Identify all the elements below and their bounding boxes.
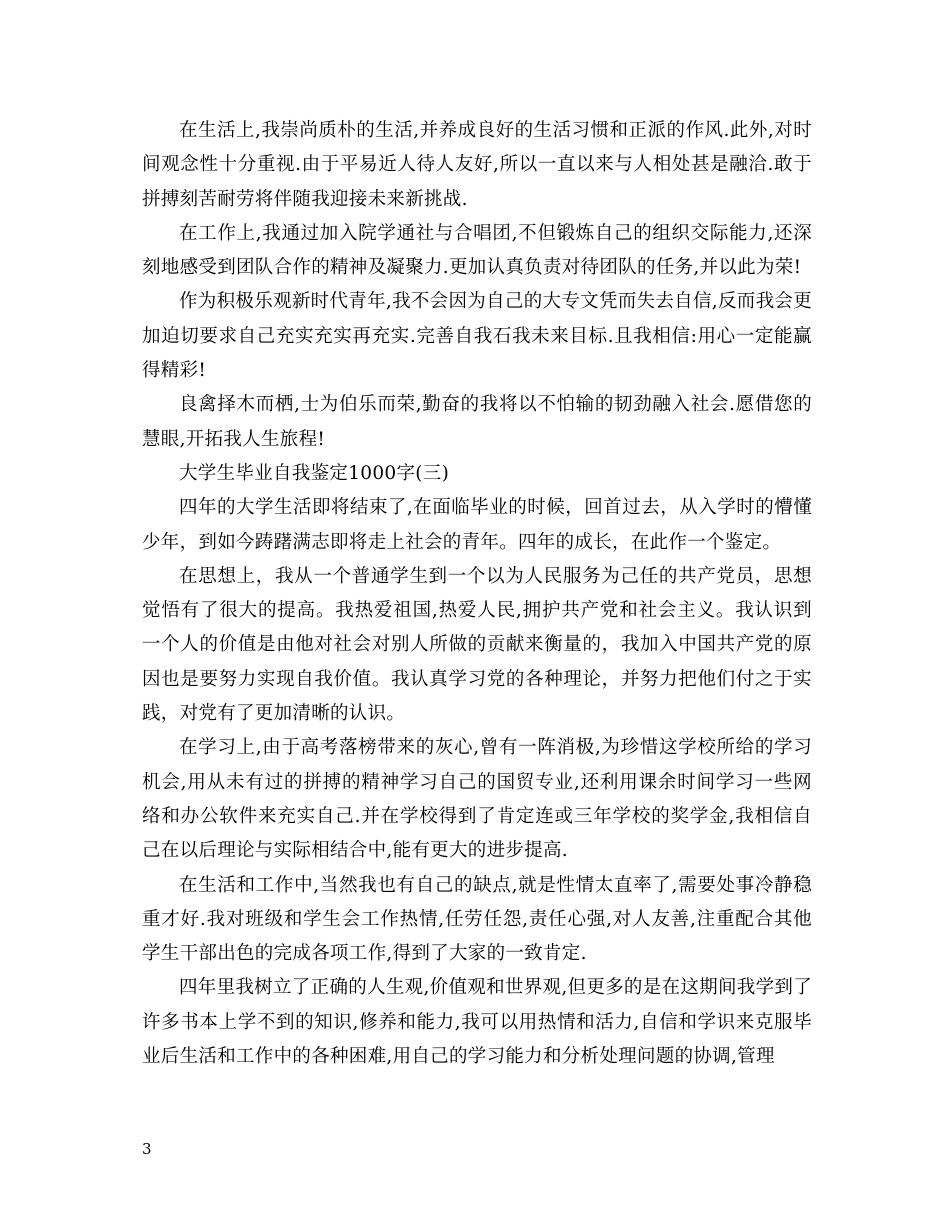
paragraph-life: 在生活上,我崇尚质朴的生活,并养成良好的生活习惯和正派的作风.此外,对时间观念性十分重视.由于平易近人待人友好,所以一直以来与人相处甚是融洽.敢于拼搏刻苦耐劳将伴随我迎接未来新挑战. <box>142 120 812 210</box>
paragraph-thought: 在思想上，我从一个普通学生到一个以为人民服务为己任的共产党员，思想觉悟有了很大的提高。我热爱祖国,热爱人民,拥护共产党和社会主义。我认识到一个人的价值是由他对社会对别人所做的贡献来衡量的，我加入中国共产党的原因也是要努力实现自我价值。我认真学习党的各种理论，并努力把他们付之于实践，对党有了更加清晰的认识。 <box>142 565 812 725</box>
document-body <box>142 114 812 1074</box>
paragraph-four-years: 四年里我树立了正确的人生观,价值观和世界观,但更多的是在这期间我学到了许多书本上学不到的知识,修养和能力,我可以用热情和活力,自信和学识来克服毕业后生活和工作中的各种困难,用自己的学习能力和分析处理问题的协调,管理 <box>142 977 812 1068</box>
paragraph-study: 在学习上,由于高考落榜带来的灰心,曾有一阵消极,为珍惜这学校所给的学习机会,用从未有过的拼搏的精神学习自己的国贸专业,还利用课余时间学习一些网络和办公软件来充实自己.并在学校得到了肯定连或三年学校的奖学金,我相信自己在以后理论与实际相结合中,能有更大的进步提高. <box>142 737 812 862</box>
section-heading: 大学生毕业自我鉴定1000字(三) <box>179 462 450 484</box>
paragraph-intro: 四年的大学生活即将结束了,在面临毕业的时候，回首过去，从入学时的懵懂少年，到如今踌躇满志即将走上社会的青年。四年的成长，在此作一个鉴定。 <box>142 497 812 553</box>
paragraph-closing: 良禽择木而栖,士为伯乐而荣,勤奋的我将以不怕输的韧劲融入社会.愿借您的慧眼,开拓我人生旅程! <box>142 394 812 450</box>
paragraph-work: 在工作上,我通过加入院学通社与合唱团,不但锻炼自己的组织交际能力,还深刻地感受到团队合作的精神及凝聚力.更加认真负责对待团队的任务,并以此为荣! <box>142 222 812 279</box>
paragraph-optimism: 作为积极乐观新时代青年,我不会因为自己的大专文凭而失去自信,反而我会更加迫切要求自己充实充实再充实.完善自我石我未来目标.且我相信:用心一定能赢得精彩! <box>142 291 812 382</box>
page-number: 3 <box>142 1140 152 1158</box>
paragraph-life-work: 在生活和工作中,当然我也有自己的缺点,就是性情太直率了,需要处事冷静稳重才好.我对班级和学生会工作热情,任劳任怨,责任心强,对人友善,注重配合其他学生干部出色的完成各项工作,得到了大家的一致肯定. <box>142 874 812 965</box>
